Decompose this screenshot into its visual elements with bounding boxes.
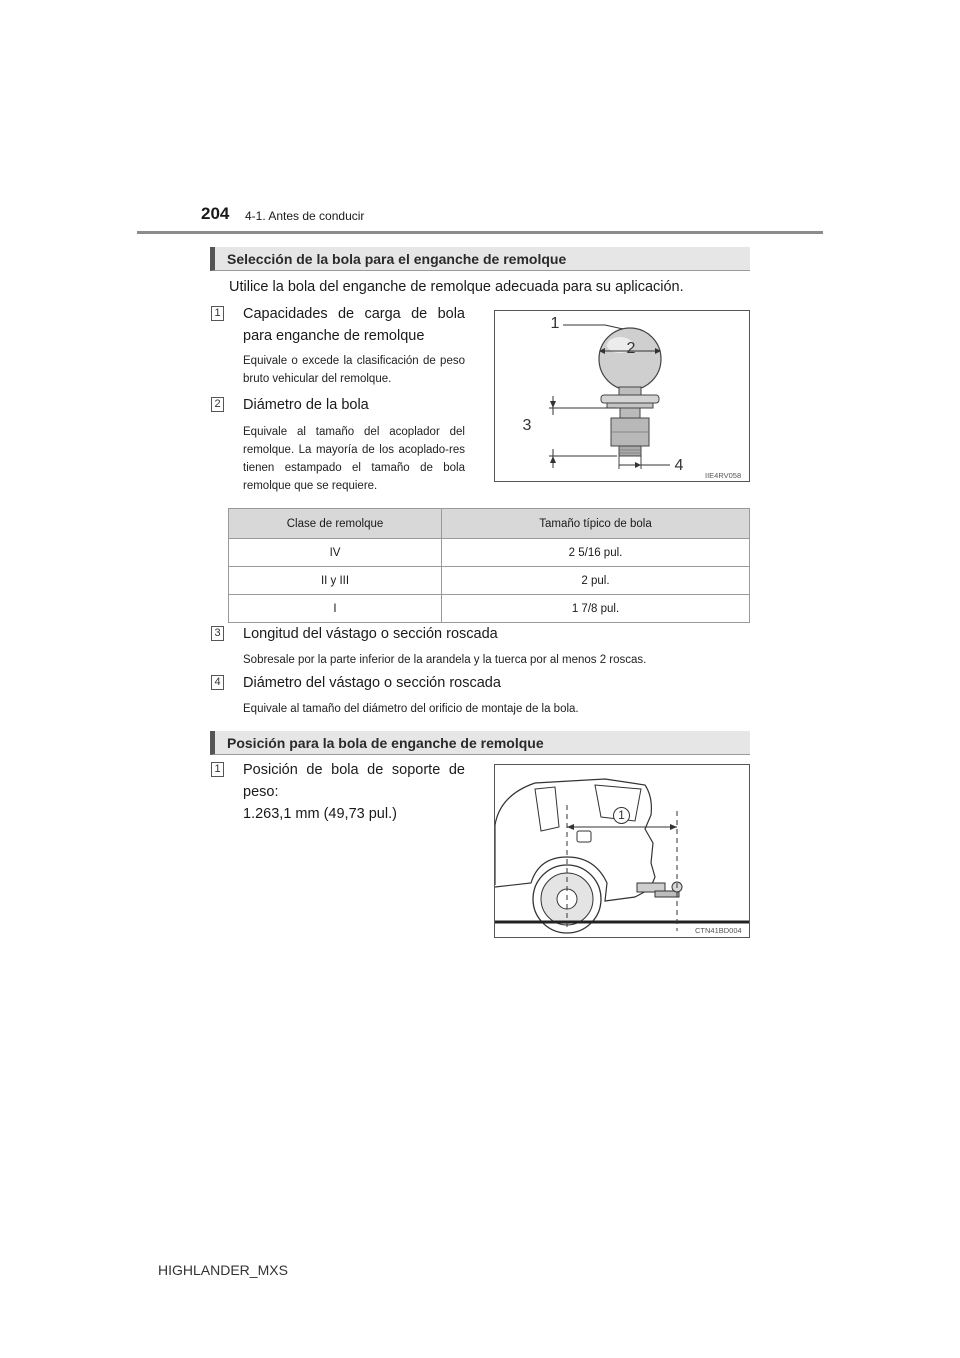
page-number: 204 [201,204,230,223]
item-description: Equivale al tamaño del acoplador del remolque. La mayoría de los acoplado-res tienen estampado el tamaño de bola remolque que se requiere. [243,426,465,492]
item-number-badge: 2 [211,397,224,412]
table-row [229,567,750,595]
section-title: Posición para la bola de enganche de remolque [227,735,544,751]
table-cell: 1 7/8 pul. [442,595,750,623]
table-header-class: Clase de remolque [229,509,442,539]
item-description: Equivale al tamaño del diámetro del orificio de montaje de la bola. [243,703,579,715]
figure-callout: 2 [626,340,636,357]
figure-callout: 1 [547,317,563,334]
item-number-badge: 1 [211,762,224,777]
table-cell: II y III [229,567,442,595]
section-header-ball-selection [210,247,750,271]
position-line-1: Posición de bola de soporte de [243,762,465,778]
intro-text: Utilice la bola del enganche de remolque adecuada para su aplicación. [229,279,684,295]
item-number-badge: 4 [211,675,224,690]
table-row [229,595,750,623]
position-line-2: peso: [243,784,279,800]
item-description: Equivale o excede la clasificación de peso bruto vehicular del remolque. [243,355,465,385]
item-title-load-capacity: Capacidades de carga de bola para enganche de remolque [243,306,465,344]
item-number-badge: 3 [211,626,224,641]
section-header-ball-position [210,731,750,755]
section-title: Selección de la bola para el enganche de remolque [227,251,567,267]
table-cell: I [229,595,442,623]
chapter-title: 4-1. Antes de conducir [245,209,365,223]
item-title-shank-length: Longitud del vástago o sección roscada [243,626,498,642]
tow-ball-figure [494,310,750,482]
header-rule [137,231,823,234]
table-cell: 2 5/16 pul. [442,539,750,567]
figure-code: CTN41BD004 [695,926,742,935]
table-row [229,539,750,567]
item-number-badge: 1 [211,306,224,321]
figure-callout: 1 [613,807,630,824]
figure-callout: 3 [519,419,535,436]
tow-ball-illustration [495,311,749,481]
table-cell: IV [229,539,442,567]
table-header-size: Tamaño típico de bola [442,509,750,539]
vehicle-rear-figure [494,764,750,938]
table-header-row [229,509,750,539]
position-line-3: 1.263,1 mm (49,73 pul.) [243,806,397,822]
table-cell: 2 pul. [442,567,750,595]
vehicle-rear-illustration [495,765,749,937]
footer-model: HIGHLANDER_MXS [158,1262,288,1278]
item-description: Sobresale por la parte inferior de la arandela y la tuerca por al menos 2 roscas. [243,654,647,666]
ball-size-table [228,508,750,623]
figure-code: IIE4RV058 [705,471,742,480]
item-title-ball-diameter: Diámetro de la bola [243,397,369,413]
figure-callout: 4 [671,459,687,476]
item-title-shank-diameter: Diámetro del vástago o sección roscada [243,675,501,691]
